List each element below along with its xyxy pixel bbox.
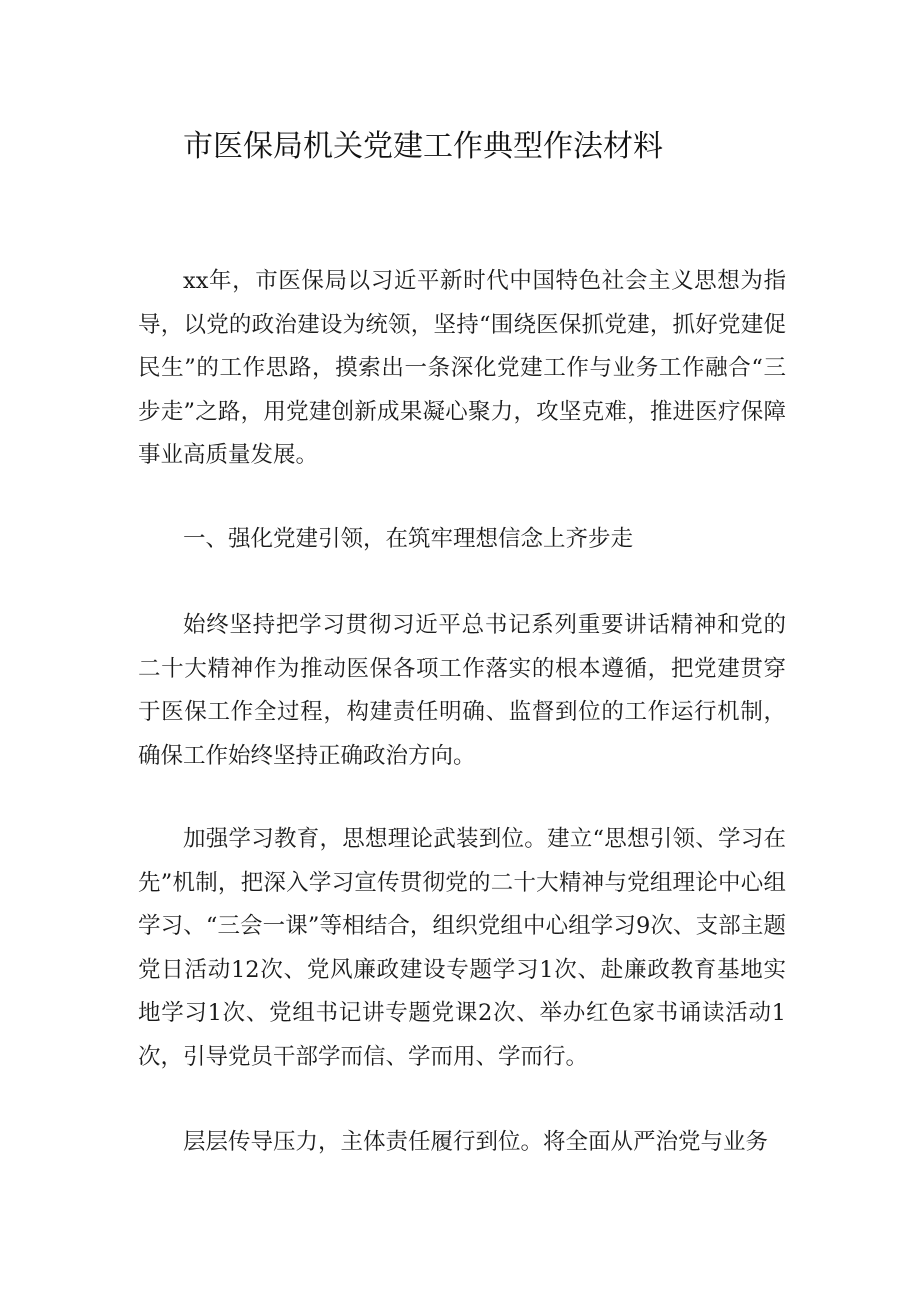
document-title: 市医保局机关党建工作典型作法材料 [183,129,663,164]
section1-paragraph-1: 始终坚持把学习贯彻习近平总书记系列重要讲话精神和党的二十大精神作为推动医保各项工作落实的根本遵循，把党建贯穿于医保工作全过程，构建责任明确、监督到位的工作运行机制，确保工作始终坚持正确政治方向。 [138,612,786,769]
section1-paragraph-3: 层层传导压力，主体责任履行到位。将全面从严治党与业务 [183,1129,769,1155]
section1-paragraph-2: 加强学习教育，思想理论武装到位。建立“思想引领、学习在先”机制，把深入学习宣传贯彻党的二十大精神与党组理论中心组学习、“三会一课”等相结合，组织党组中心组学习9次、支部主题党日活动12次、党风廉政建设专题学习1次、赴廉政教育基地实地学习1次、党组书记讲专题党课2次、举办红色家书诵读活动1次，引导党员干部学而信、学而用、学而行。 [138,826,786,1070]
intro-paragraph: xx年，市医保局以习近平新时代中国特色社会主义思想为指导，以党的政治建设为统领，坚持“围绕医保抓党建，抓好党建促民生”的工作思路，摸索出一条深化党建工作与业务工作融合“三步走”之路，用党建创新成果凝心聚力，攻坚克难，推进医疗保障事业高质量发展。 [138,268,786,469]
section-heading-1: 一、强化党建引领，在筑牢理想信念上齐步走 [183,526,634,552]
